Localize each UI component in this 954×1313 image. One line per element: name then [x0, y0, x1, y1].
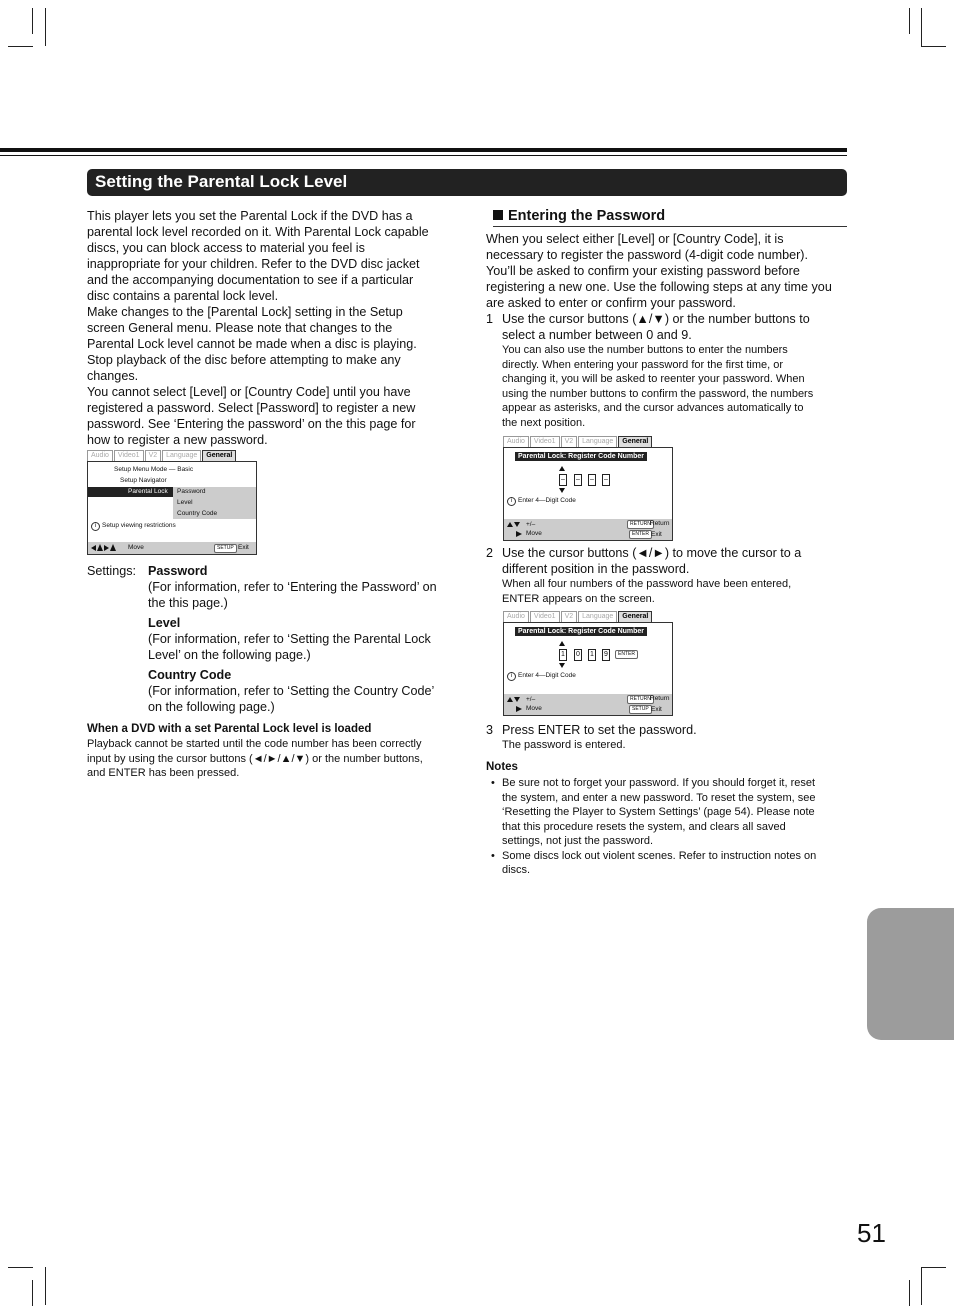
notes	[486, 760, 848, 878]
setup-button-icon: SETUP	[629, 705, 652, 714]
intro-line: Make changes to the [Parental Lock] setting in the Setup	[87, 305, 403, 319]
intro-line: how to register a new password.	[87, 433, 268, 447]
detail-line: using the number buttons to confirm the password, the numbers	[502, 387, 814, 400]
step-2-detail	[502, 577, 847, 606]
tab-language: Language	[578, 611, 617, 623]
down-arrow-icon	[559, 663, 565, 668]
detail-line: When all four numbers of the password have been entered,	[502, 578, 792, 590]
enter-button-icon: ENTER	[615, 650, 638, 659]
info-icon: i	[507, 672, 516, 681]
notes-heading: Notes	[486, 761, 518, 773]
crop-mark	[909, 1280, 910, 1306]
step-line: different position in the password.	[502, 562, 690, 576]
code-digit: 1	[559, 649, 567, 661]
setting-desc: on the following page.)	[148, 700, 275, 714]
crop-mark	[45, 8, 46, 46]
note-line: that this procedure resets the system, and clears all saved	[502, 820, 786, 833]
crop-mark	[32, 8, 33, 34]
code-digit: –	[588, 474, 596, 486]
note-line: Be sure not to forget your password. If you should forget it, reset	[502, 777, 816, 789]
tab-general: General	[618, 436, 652, 448]
step-1-text	[502, 311, 847, 343]
settings-label: Settings:	[87, 564, 137, 578]
setting-desc: (For information, refer to ‘Setting the Parental Lock	[148, 632, 431, 646]
setting-name: Password	[148, 564, 208, 578]
detail-line: the next position.	[502, 416, 586, 429]
return-button-icon: RETURN	[627, 695, 654, 704]
header-rule-thin	[0, 155, 847, 156]
entering-intro-line: registering a new one. Use the following steps at any time you	[486, 280, 832, 294]
tab-language: Language	[578, 436, 617, 448]
tab-video1: Video1	[114, 450, 144, 462]
foot-move: Move	[526, 530, 542, 537]
setup-menu-screen	[87, 450, 257, 555]
menu-foot-exit: Exit	[238, 544, 249, 551]
foot-return: Return	[650, 695, 670, 702]
intro-line: inappropriate for your children. Refer to the DVD disc jacket	[87, 257, 420, 271]
bullet-icon: •	[491, 777, 495, 789]
detail-line: changing it, you will be asked to reenter your password. When	[502, 373, 805, 385]
step-number: 3	[486, 723, 494, 737]
right-arrow-icon	[516, 531, 522, 537]
tab-audio: Audio	[503, 436, 529, 448]
up-arrow-icon	[559, 641, 565, 646]
code-screen-filled	[503, 611, 673, 716]
setting-desc: (For information, refer to ‘Setting the Country Code’	[148, 684, 435, 698]
entering-intro-line: You’ll be asked to confirm your existing password before	[486, 264, 800, 278]
intro-line: changes.	[87, 369, 139, 383]
info-icon: i	[91, 522, 100, 531]
section-title-bar	[87, 169, 847, 196]
foot-move: Move	[526, 705, 542, 712]
settings-list	[148, 563, 458, 715]
crop-mark	[921, 46, 946, 47]
menu-foot-move: Move	[128, 544, 144, 551]
entering-intro-line: are asked to enter or confirm your password.	[486, 296, 736, 310]
code-digit: 1	[588, 649, 596, 661]
note-line: Some discs lock out violent scenes. Refer to instruction notes on	[502, 849, 817, 862]
step-line: Use the cursor buttons (◄/►) to move the cursor to a	[502, 546, 802, 560]
menu-info-text: Setup viewing restrictions	[102, 522, 176, 529]
dvd-note	[87, 722, 457, 781]
detail-line: You can also use the number buttons to enter the numbers	[502, 344, 788, 356]
menu-option-level: Level	[177, 499, 193, 506]
intro-line: and the accompanying documentation to see if a particular	[87, 273, 414, 287]
crop-mark	[8, 1267, 33, 1268]
step-number: 2	[486, 546, 494, 560]
note-line: discs.	[502, 864, 531, 876]
crop-mark	[8, 46, 33, 47]
detail-line: appear as asterisks, and the cursor advances automatically to	[502, 402, 804, 414]
menu-panel	[87, 461, 257, 555]
page-number: 51	[857, 1218, 886, 1248]
note-line: settings, not just the password.	[502, 835, 654, 847]
note-line: ‘Resetting the Player to System Settings’ (page 54). Please note	[502, 806, 815, 818]
intro-line: screen General menu. Please note that changes to the	[87, 321, 393, 335]
entering-intro-line: When you select either [Level] or [Country Code], it is	[486, 232, 784, 246]
intro-line: parental lock level recorded on it. With Parental Lock capable	[87, 225, 429, 239]
setting-desc: Level’ on the following page.)	[148, 648, 311, 662]
return-button-icon: RETURN	[627, 520, 654, 529]
up-arrow-icon	[559, 466, 565, 471]
note-item	[486, 776, 848, 849]
code-digit: –	[602, 474, 610, 486]
side-thumb-tab	[867, 908, 954, 1040]
setting-name: Level	[148, 616, 181, 630]
code-info-text: Enter 4—Digit Code	[518, 672, 576, 679]
square-bullet-icon	[493, 210, 503, 220]
tab-language: Language	[162, 450, 201, 462]
tab-video1: Video1	[530, 611, 560, 623]
menu-option-password: Password	[177, 488, 206, 495]
detail-line: ENTER appears on the screen.	[502, 592, 655, 605]
detail-line: directly. When entering your password for the first time, or	[502, 358, 784, 371]
foot-plusminus: +/–	[526, 696, 536, 703]
section-title: Setting the Parental Lock Level	[95, 172, 348, 191]
down-arrow-icon	[514, 522, 520, 527]
tab-general: General	[202, 450, 236, 462]
menu-selected-label: Parental Lock	[128, 488, 168, 495]
code-screen-empty	[503, 436, 673, 541]
tab-v2: V2	[561, 436, 578, 448]
code-digit: 0	[574, 649, 582, 661]
step-2-text	[502, 545, 847, 577]
menu-option-country: Country Code	[177, 510, 218, 517]
entering-intro-line: necessary to register the password (4-digit code number).	[486, 248, 808, 262]
down-arrow-icon	[559, 488, 565, 493]
enter-button-icon: ENTER	[629, 530, 652, 539]
tab-general: General	[618, 611, 652, 623]
crop-mark	[921, 1267, 922, 1305]
info-icon: i	[507, 497, 516, 506]
code-info-text: Enter 4—Digit Code	[518, 497, 576, 504]
setting-desc: the this page.)	[148, 596, 228, 610]
dvd-note-heading: When a DVD with a set Parental Lock level is loaded	[87, 723, 372, 735]
dvd-note-line: input by using the cursor buttons (◄/►/▲/▼) or the number buttons,	[87, 752, 423, 765]
step-number: 1	[486, 312, 494, 326]
foot-plusminus: +/–	[526, 521, 536, 528]
intro-line: discs, you can block access to material you feel is	[87, 241, 365, 255]
tab-v2: V2	[145, 450, 162, 462]
tab-v2: V2	[561, 611, 578, 623]
crop-mark	[921, 8, 922, 46]
note-line: the system, and enter a new password. To reset the system, see	[502, 791, 816, 804]
code-header: Parental Lock: Register Code Number	[515, 627, 647, 636]
step-3-text: Press ENTER to set the password.	[502, 723, 697, 737]
foot-exit: Exit	[651, 706, 662, 713]
setting-desc: (For information, refer to ‘Entering the Password’ on	[148, 580, 437, 594]
tab-audio: Audio	[503, 611, 529, 623]
intro-line: password. See ‘Entering the password’ on the this page for	[87, 417, 416, 431]
tab-video1: Video1	[530, 436, 560, 448]
code-header: Parental Lock: Register Code Number	[515, 452, 647, 461]
dvd-note-line: and ENTER has been pressed.	[87, 767, 240, 779]
code-digit: –	[574, 474, 582, 486]
entering-heading-text: Entering the Password	[508, 208, 666, 224]
intro-line: This player lets you set the Parental Lock if the DVD has a	[87, 209, 413, 223]
foot-return: Return	[650, 520, 670, 527]
header-rule-thick	[0, 148, 847, 152]
note-item	[486, 849, 848, 878]
step-line: select a number between 0 and 9.	[502, 328, 692, 342]
code-panel	[503, 447, 673, 541]
crop-mark	[45, 1267, 46, 1305]
intro-text	[87, 208, 457, 448]
dvd-note-line: Playback cannot be started until the code number has been correctly	[87, 738, 422, 750]
setup-button-icon: SETUP	[214, 544, 237, 553]
entering-intro	[486, 231, 848, 311]
menu-mode-line: Setup Menu Mode — Basic	[114, 466, 194, 473]
intro-line: You cannot select [Level] or [Country Code] until you have	[87, 385, 411, 399]
up-arrow-icon	[507, 697, 513, 702]
intro-line: Stop playback of the disc before attempting to make any	[87, 353, 401, 367]
setting-name: Country Code	[148, 668, 232, 682]
code-panel	[503, 622, 673, 716]
foot-exit: Exit	[651, 531, 662, 538]
intro-line: disc contains a parental lock level.	[87, 289, 279, 303]
entering-heading	[493, 208, 847, 227]
intro-line: registered a password. Select [Password] to register a new	[87, 401, 416, 415]
up-arrow-icon	[507, 522, 513, 527]
right-arrow-icon	[516, 706, 522, 712]
menu-navigator-line: Setup Navigator	[120, 477, 167, 484]
bullet-icon: •	[491, 849, 495, 862]
down-arrow-icon	[514, 697, 520, 702]
code-digit: 9	[602, 649, 610, 661]
cursor-arrows-icon	[91, 544, 117, 552]
crop-mark	[32, 1280, 33, 1306]
intro-line: Parental Lock level cannot be made when a disc is playing.	[87, 337, 417, 351]
crop-mark	[921, 1267, 946, 1268]
step-3-detail: The password is entered.	[502, 739, 626, 751]
tab-audio: Audio	[87, 450, 113, 462]
step-1-detail	[502, 343, 847, 430]
code-digit: –	[559, 474, 567, 486]
step-line: Use the cursor buttons (▲/▼) or the number buttons to	[502, 312, 810, 326]
crop-mark	[909, 8, 910, 34]
